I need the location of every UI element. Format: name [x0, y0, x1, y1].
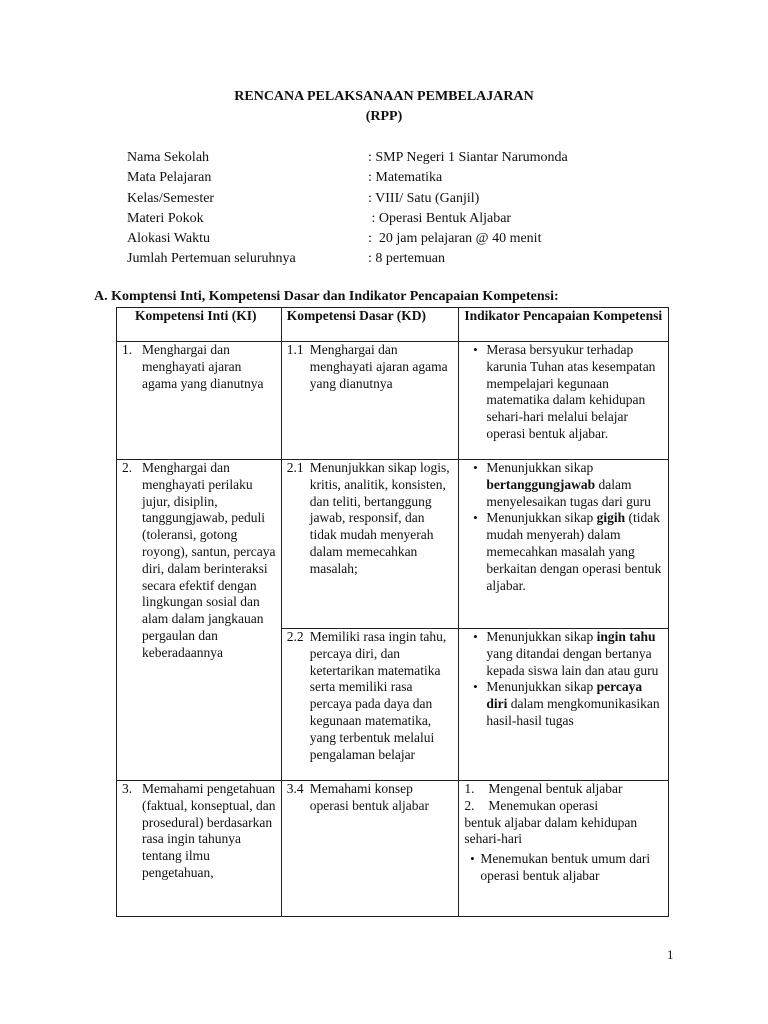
- ki-number: 1.: [122, 342, 133, 357]
- ki-cell: [117, 460, 282, 781]
- ki-cell: [117, 342, 282, 460]
- table-row: [117, 460, 669, 629]
- indicator-text: Menemukan operasi: [488, 797, 599, 813]
- indicator-text: Menunjukkan sikap percaya diri dalam mengkomunikasikan hasil-hasil tugas: [486, 679, 660, 728]
- bullet-icon: •: [473, 679, 478, 695]
- kd-number: 2.2: [286, 629, 304, 644]
- kd-number: 2.1: [286, 460, 304, 475]
- indicator-text: Menunjukkan sikap bertanggungjawab dalam menyelesaikan tugas dari guru: [486, 460, 651, 509]
- info-row-subject: [127, 168, 727, 188]
- indicator-cell: [459, 629, 669, 781]
- list-number: 2.: [464, 797, 475, 813]
- kd-text: Menunjukkan sikap logis, kritis, analitik, konsisten, dan teliti, bertanggung jawab, responsif, dan tidak mudah menyerah dalam memecahkan masalah;: [309, 460, 450, 576]
- bullet-icon: •: [473, 629, 478, 644]
- indicator-text: Menemukan bentuk umum dari operasi bentuk aljabar: [480, 851, 651, 883]
- kd-text: Memahami konsep operasi bentuk aljabar: [309, 781, 429, 813]
- info-value: : SMP Negeri 1 Siantar Narumonda: [368, 150, 568, 165]
- info-label: Materi Pokok: [127, 210, 204, 226]
- kd-cell: [281, 781, 459, 917]
- document-subtitle: (RPP): [365, 109, 403, 124]
- ki-text: Menghargai dan menghayati ajaran agama yang dianutnya: [142, 342, 264, 391]
- header-kd: Kompetensi Dasar (KD): [281, 308, 459, 342]
- indicator-text: Menunjukkan sikap gigih (tidak mudah menyerah) dalam memecahkan masalah yang berkaitan dengan operasi bentuk aljabar.: [486, 510, 662, 593]
- section-heading: A. Komptensi Inti, Kompetensi Dasar dan Indikator Pencapaian Kompetensi:: [94, 289, 559, 304]
- kd-text: Menghargai dan menghayati ajaran agama yang dianutnya: [309, 342, 448, 391]
- info-row-class: [127, 189, 727, 209]
- ki-cell: [117, 781, 282, 917]
- table-header-row: [117, 308, 669, 342]
- kd-cell: [281, 629, 459, 781]
- indicator-text: Mengenal bentuk aljabar: [488, 781, 623, 796]
- info-row-meetings: [127, 249, 727, 269]
- info-value: : 20 jam pelajaran @ 40 menit: [368, 231, 542, 247]
- kd-cell: [281, 342, 459, 460]
- table-row: [117, 342, 669, 460]
- info-block: [127, 148, 727, 270]
- list-number: 1.: [464, 781, 475, 796]
- info-value: : Matematika: [368, 170, 443, 186]
- indicator-cell: [459, 460, 669, 629]
- bullet-icon: •: [473, 460, 478, 475]
- info-label: Alokasi Waktu: [127, 231, 210, 247]
- indicator-cell: [459, 781, 669, 917]
- kd-cell: [281, 460, 459, 629]
- info-value: : Operasi Bentuk Aljabar: [368, 210, 512, 226]
- kd-number: 1.1: [286, 342, 304, 357]
- kd-number: 3.4: [286, 781, 304, 796]
- competency-table: [116, 307, 669, 917]
- indicator-text: bentuk aljabar dalam kehidupan sehari-hari: [464, 814, 638, 847]
- ki-text: Memahami pengetahuan (faktual, konseptual, dan prosedural) berdasarkan rasa ingin tahunya tentang ilmu pengetahuan,: [142, 781, 276, 880]
- indicator-text: Menunjukkan sikap ingin tahu yang ditandai dengan bertanya kepada siswa lain dan atau guru: [486, 629, 659, 678]
- indicator-cell: [459, 342, 669, 460]
- info-row-topic: [127, 209, 727, 229]
- info-label: Mata Pelajaran: [127, 170, 212, 186]
- info-label: Kelas/Semester: [127, 190, 215, 206]
- info-row-school: [127, 148, 727, 168]
- info-value: : 8 pertemuan: [368, 251, 445, 267]
- kd-text: Memiliki rasa ingin tahu, percaya diri, dan ketertarikan matematika serta memiliki rasa percaya pada daya dan kegunaan matematika, yang terbentuk melalui pengalaman belajar: [309, 629, 447, 762]
- ki-number: 3.: [122, 781, 133, 796]
- header-indicator: Indikator Pencapaian Kompetensi: [459, 308, 669, 342]
- document-title: RENCANA PELAKSANAAN PEMBELAJARAN: [234, 89, 534, 104]
- bullet-icon: •: [473, 342, 478, 357]
- info-value: : VIII/ Satu (Ganjil): [368, 190, 480, 206]
- bullet-icon: •: [470, 851, 475, 867]
- ki-text: Menghargai dan menghayati perilaku jujur, disiplin, tanggungjawab, peduli (toleransi, gotong royong), santun, percaya diri, dalam berinteraksi secara efektif dengan lingkungan sosial dan alam dalam jangkauan pergaulan dan keberadaannya: [142, 460, 276, 660]
- bullet-icon: •: [473, 510, 478, 526]
- page-number: 1: [667, 947, 674, 962]
- info-row-time: [127, 229, 727, 249]
- header-ki: Kompetensi Inti (KI): [117, 308, 282, 342]
- indicator-text: Merasa bersyukur terhadap karunia Tuhan atas kesempatan mempelajari kegunaan matematika dalam kehidupan sehari-hari melalui belajar operasi bentuk aljabar.: [486, 342, 656, 441]
- ki-number: 2.: [122, 460, 133, 475]
- info-label: Jumlah Pertemuan seluruhnya: [127, 251, 296, 267]
- info-label: Nama Sekolah: [127, 150, 210, 165]
- table-row: [117, 781, 669, 917]
